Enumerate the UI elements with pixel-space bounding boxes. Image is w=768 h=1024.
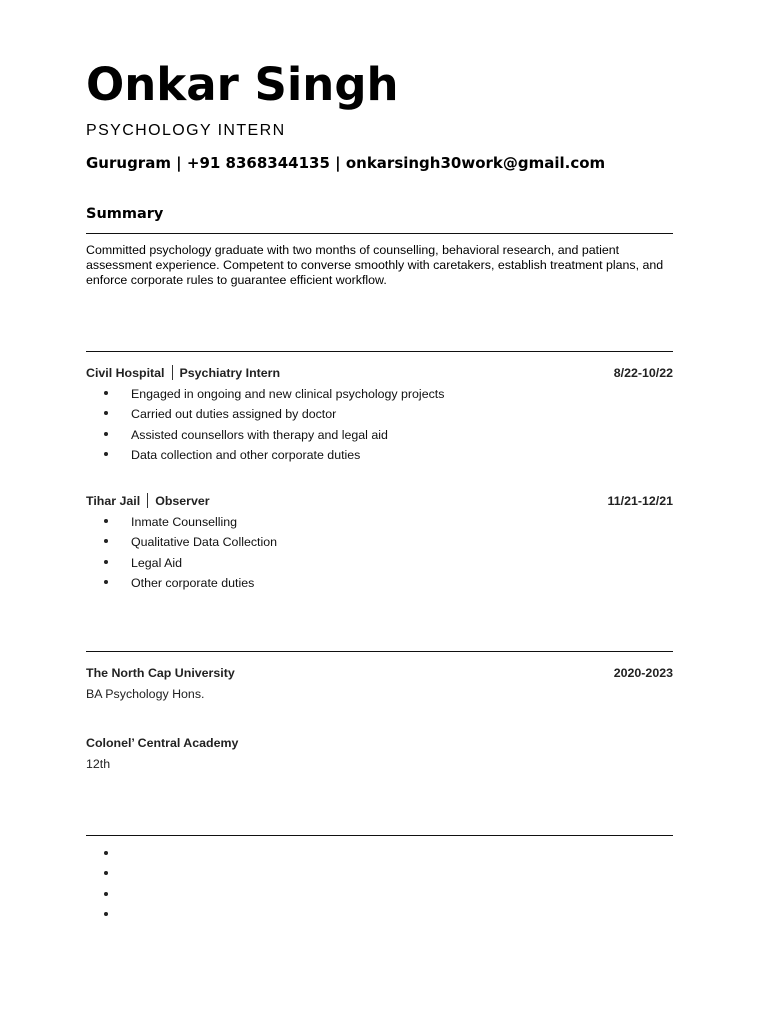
- bullet-icon: [104, 452, 108, 456]
- experience-dates: 8/22-10/22: [613, 366, 673, 380]
- education-dates: 2020-2023: [613, 666, 673, 680]
- list-item: [86, 846, 131, 866]
- experience-bullet-list: [86, 386, 444, 467]
- list-item: [86, 907, 131, 927]
- education-detail: BA Psychology Hons.: [86, 687, 205, 701]
- bullet-icon: [104, 892, 108, 896]
- bullet-icon: [104, 912, 108, 916]
- list-item-text: Carried out duties assigned by doctor: [131, 407, 337, 422]
- list-item-text: Assisted counsellors with therapy and legal aid: [131, 427, 388, 442]
- contact-line: Gurugram | +91 8368344135 | onkarsingh30work@gmail.com: [86, 154, 606, 172]
- bullet-icon: [104, 580, 108, 584]
- list-item: [86, 534, 277, 554]
- education-institution: Colonel’ Central Academy: [86, 736, 239, 750]
- list-item: [86, 575, 277, 595]
- experience-entry-header: [86, 365, 673, 381]
- separator: [147, 493, 148, 508]
- list-item: [86, 406, 444, 426]
- summary-divider: [86, 233, 673, 234]
- bullet-icon: [104, 851, 108, 855]
- bullet-icon: [104, 871, 108, 875]
- experience-organization: Tihar Jail: [86, 494, 141, 508]
- summary-text: Committed psychology graduate with two months of counselling, behavioral research, and patient assessment experience. Competent to converse smoothly with caretakers, establish treatment plans, and enforce corporate rules to guarantee efficient workflow.: [86, 243, 664, 287]
- education-detail: 12th: [86, 757, 111, 771]
- list-item: [86, 386, 444, 406]
- list-item-text: Engaged in ongoing and new clinical psychology projects: [131, 387, 445, 401]
- list-item: [86, 514, 277, 534]
- education-institution: The North Cap University: [86, 666, 235, 680]
- bullet-icon: [104, 411, 108, 415]
- experience-divider: [86, 351, 673, 352]
- list-item: [86, 427, 444, 447]
- list-item: [86, 447, 444, 467]
- list-item-text: Other corporate duties: [131, 575, 255, 590]
- skills-divider: [86, 835, 673, 836]
- list-item-text: Data collection and other corporate duties: [131, 447, 361, 462]
- list-item: [86, 866, 131, 886]
- list-item: [86, 887, 131, 907]
- bullet-icon: [104, 560, 108, 564]
- experience-organization: Civil Hospital: [86, 366, 165, 380]
- bullet-icon: [104, 432, 108, 436]
- candidate-name: Onkar Singh: [86, 58, 399, 111]
- skills-bullet-list: [86, 846, 131, 927]
- bullet-icon: [104, 539, 108, 543]
- bullet-icon: [104, 519, 108, 523]
- list-item: [86, 555, 277, 575]
- education-divider: [86, 651, 673, 652]
- experience-role: Observer: [155, 494, 210, 508]
- list-item-text: Inmate Counselling: [131, 515, 238, 529]
- experience-role: Psychiatry Intern: [179, 366, 281, 380]
- separator: [172, 365, 173, 380]
- education-entry-header: [86, 735, 673, 751]
- list-item-text: Legal Aid: [131, 555, 182, 570]
- experience-bullet-list: [86, 514, 277, 595]
- job-title: PSYCHOLOGY INTERN: [86, 122, 286, 139]
- experience-entry-header: [86, 493, 673, 509]
- list-item-text: Qualitative Data Collection: [131, 535, 278, 550]
- education-entry-header: [86, 665, 673, 681]
- bullet-icon: [104, 391, 108, 395]
- summary-heading: Summary: [86, 206, 164, 222]
- experience-dates: 11/21-12/21: [607, 494, 673, 508]
